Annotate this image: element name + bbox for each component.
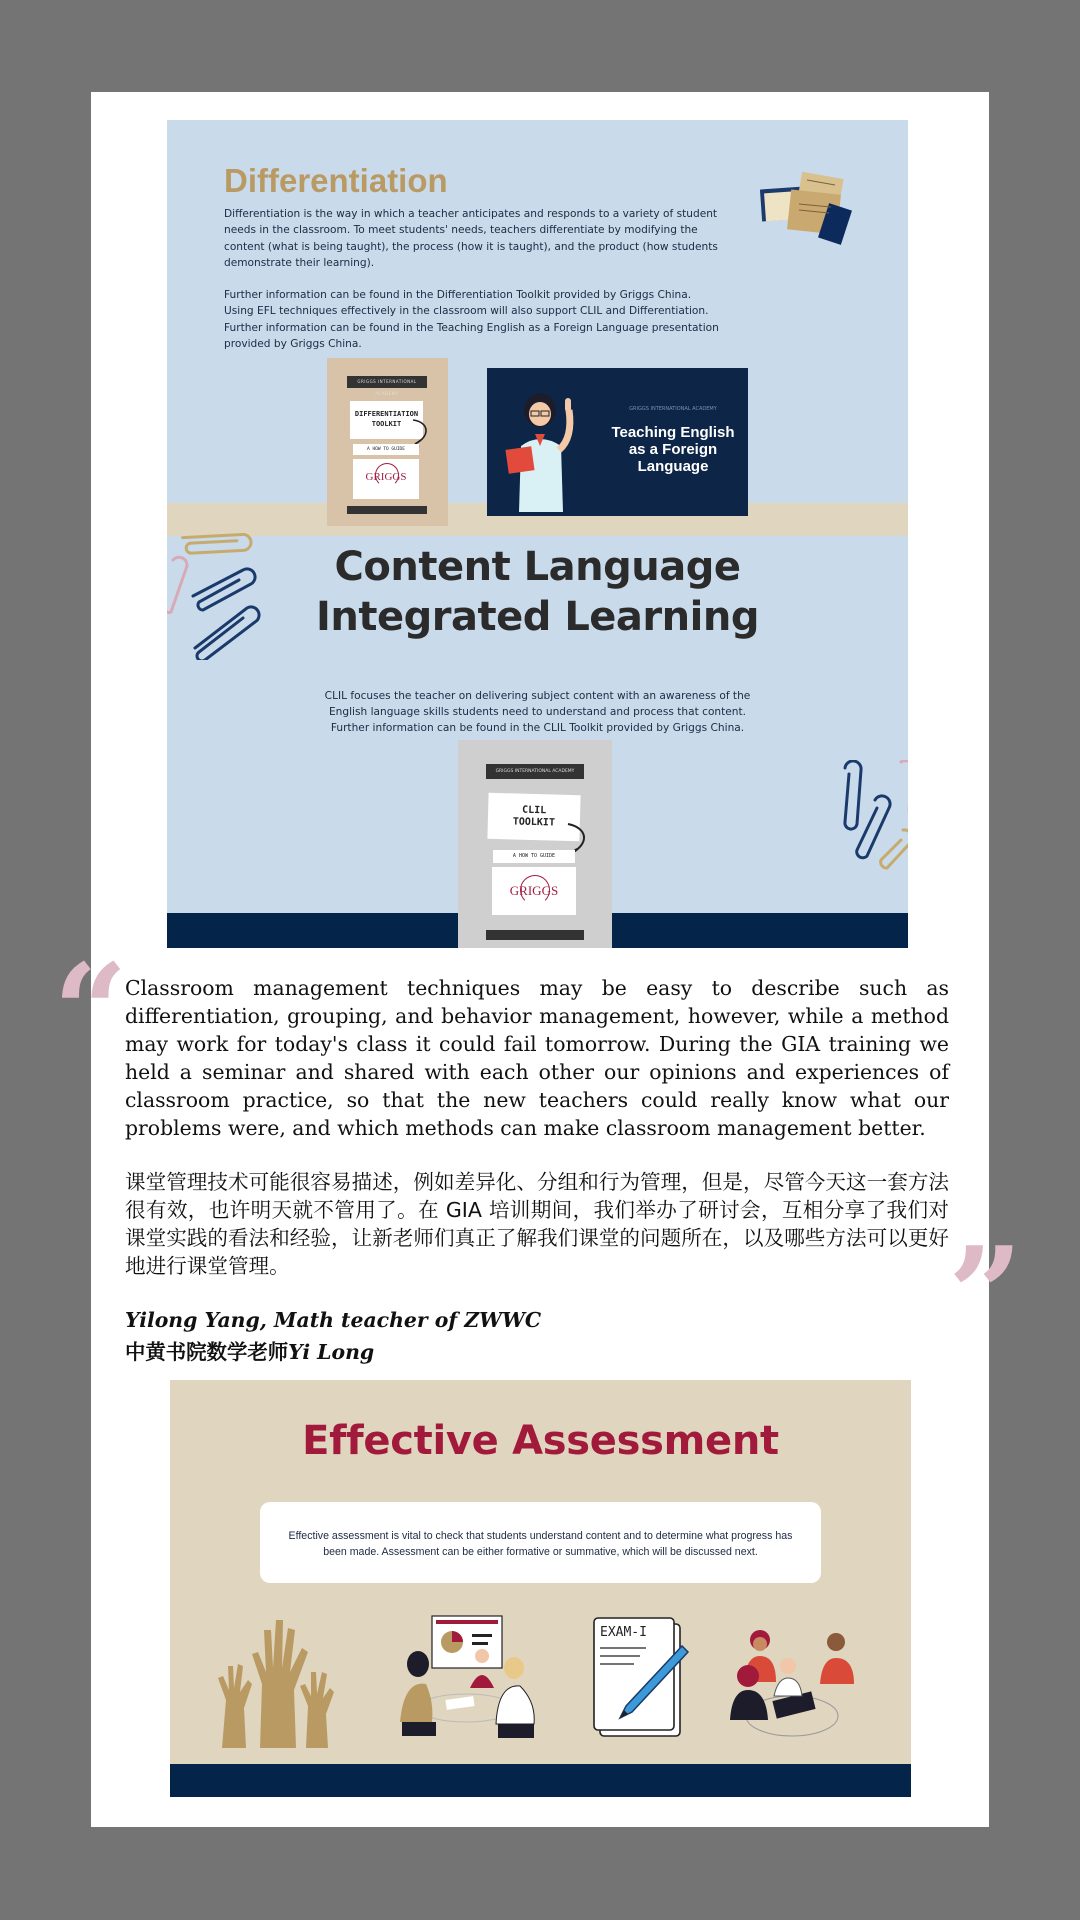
effective-assessment-body: Effective assessment is vital to check that students understand content and to determine what progress has been made. Assessment can be either formative or summative, which will be discussed next. (288, 1530, 793, 1558)
signature-cn-prefix: 中黄书院数学老师 (125, 1340, 289, 1364)
book-header: GRIGGS INTERNATIONAL ACADEMY (486, 764, 584, 779)
clil-title-line1: Content Language (334, 544, 741, 590)
tefl-cover[interactable] (487, 368, 748, 516)
book-label-line2: TOOLKIT (371, 420, 402, 428)
book-subtitle: A HOW TO GUIDE (353, 444, 419, 455)
differentiation-body (224, 206, 724, 352)
testimonial-english: Classroom management techniques may be easy to describe such as differentiation, grouping, and behavior management, however, while a method may work for today's class it could fail tomorrow. During the GIA training we held a seminar and shared with each other our opinions and experiences of classroom practice, so that the new teachers could really know what our problems were, and which methods can make classroom management better. (125, 976, 949, 1140)
quote-open-icon: “ (53, 935, 128, 1088)
clil-title-line2: Integrated Learning (316, 594, 759, 640)
clil-toolkit-cover[interactable] (458, 740, 612, 948)
navy-footer-bar (170, 1764, 911, 1797)
signature-cn-name: Yi Long (288, 1340, 375, 1364)
differentiation-line-1: Further information can be found in the Differentiation Toolkit provided by Griggs China. (224, 289, 692, 302)
differentiation-line-2: Using EFL techniques effectively in the classroom will also support CLIL and Differentiation. (224, 305, 709, 318)
signature-chinese (125, 1336, 374, 1365)
griggs-logo: GRIGGS (353, 459, 419, 499)
presentation-icon (396, 1612, 540, 1742)
differentiation-paragraph-1: Differentiation is the way in which a teacher anticipates and responds to a variety of student needs in the classroom. To meet students' needs, teachers differentiate by modifying the content (what is being taught), the process (how it is taught), and the product (how students demonstrate their learning). (224, 208, 718, 269)
book-header: GRIGGS INTERNATIONAL ACADEMY (347, 376, 427, 388)
effective-assessment-title: Effective Assessment (302, 1418, 779, 1464)
exam-paper-icon (590, 1616, 694, 1740)
quote-close-icon: ” (948, 1218, 1023, 1371)
differentiation-title: Differentiation (224, 162, 448, 199)
testimonial-chinese: 课堂管理技术可能很容易描述，例如差异化、分组和行为管理，但是，尽管今天这一套方法很有效，也许明天就不管用了。在 GIA 培训期间，我们举办了研讨会，互相分享了我们对课堂实践的看法和经验，让新老师们真正了解我们课堂的问题所在，以及哪些方法可以更好地进行课堂管理。 (125, 1170, 949, 1278)
teacher-illustration-icon (505, 388, 595, 512)
clil-body: CLIL focuses the teacher on delivering subject content with an awareness of the English language skills students need to understand and process that content. Further information can be found in the CLIL Toolkit provided by Griggs China. (324, 690, 751, 734)
raised-hands-icon (216, 1614, 336, 1748)
signature-english: Yilong Yang, Math teacher of ZWWC (125, 1308, 542, 1332)
book-footer-bar (486, 930, 584, 940)
griggs-logo: GRIGGS (492, 867, 576, 915)
book-footer-bar (347, 506, 427, 514)
differentiation-toolkit-cover[interactable] (327, 358, 448, 526)
tefl-header: GRIGGS INTERNATIONAL ACADEMY (629, 406, 717, 412)
paper-stack-icon (759, 170, 859, 248)
document-page (53, 92, 1023, 1827)
differentiation-slide (167, 120, 908, 948)
effective-assessment-slide (170, 1380, 911, 1797)
paperclip-icon (827, 760, 908, 900)
group-discussion-icon (726, 1620, 862, 1740)
differentiation-line-3: Further information can be found in the Teaching English as a Foreign Language presentation provided by Griggs China. (224, 321, 719, 351)
tefl-title: Teaching English as a Foreign Language (611, 424, 735, 475)
book-label-line1: DIFFERENTIATION (354, 410, 419, 418)
book-subtitle: A HOW TO GUIDE (493, 850, 575, 863)
clil-title (167, 542, 908, 642)
book-label-line1: CLIL (521, 804, 547, 817)
exam-label: EXAM-I (600, 1625, 647, 1640)
book-label-line2: TOOLKIT (512, 816, 556, 829)
